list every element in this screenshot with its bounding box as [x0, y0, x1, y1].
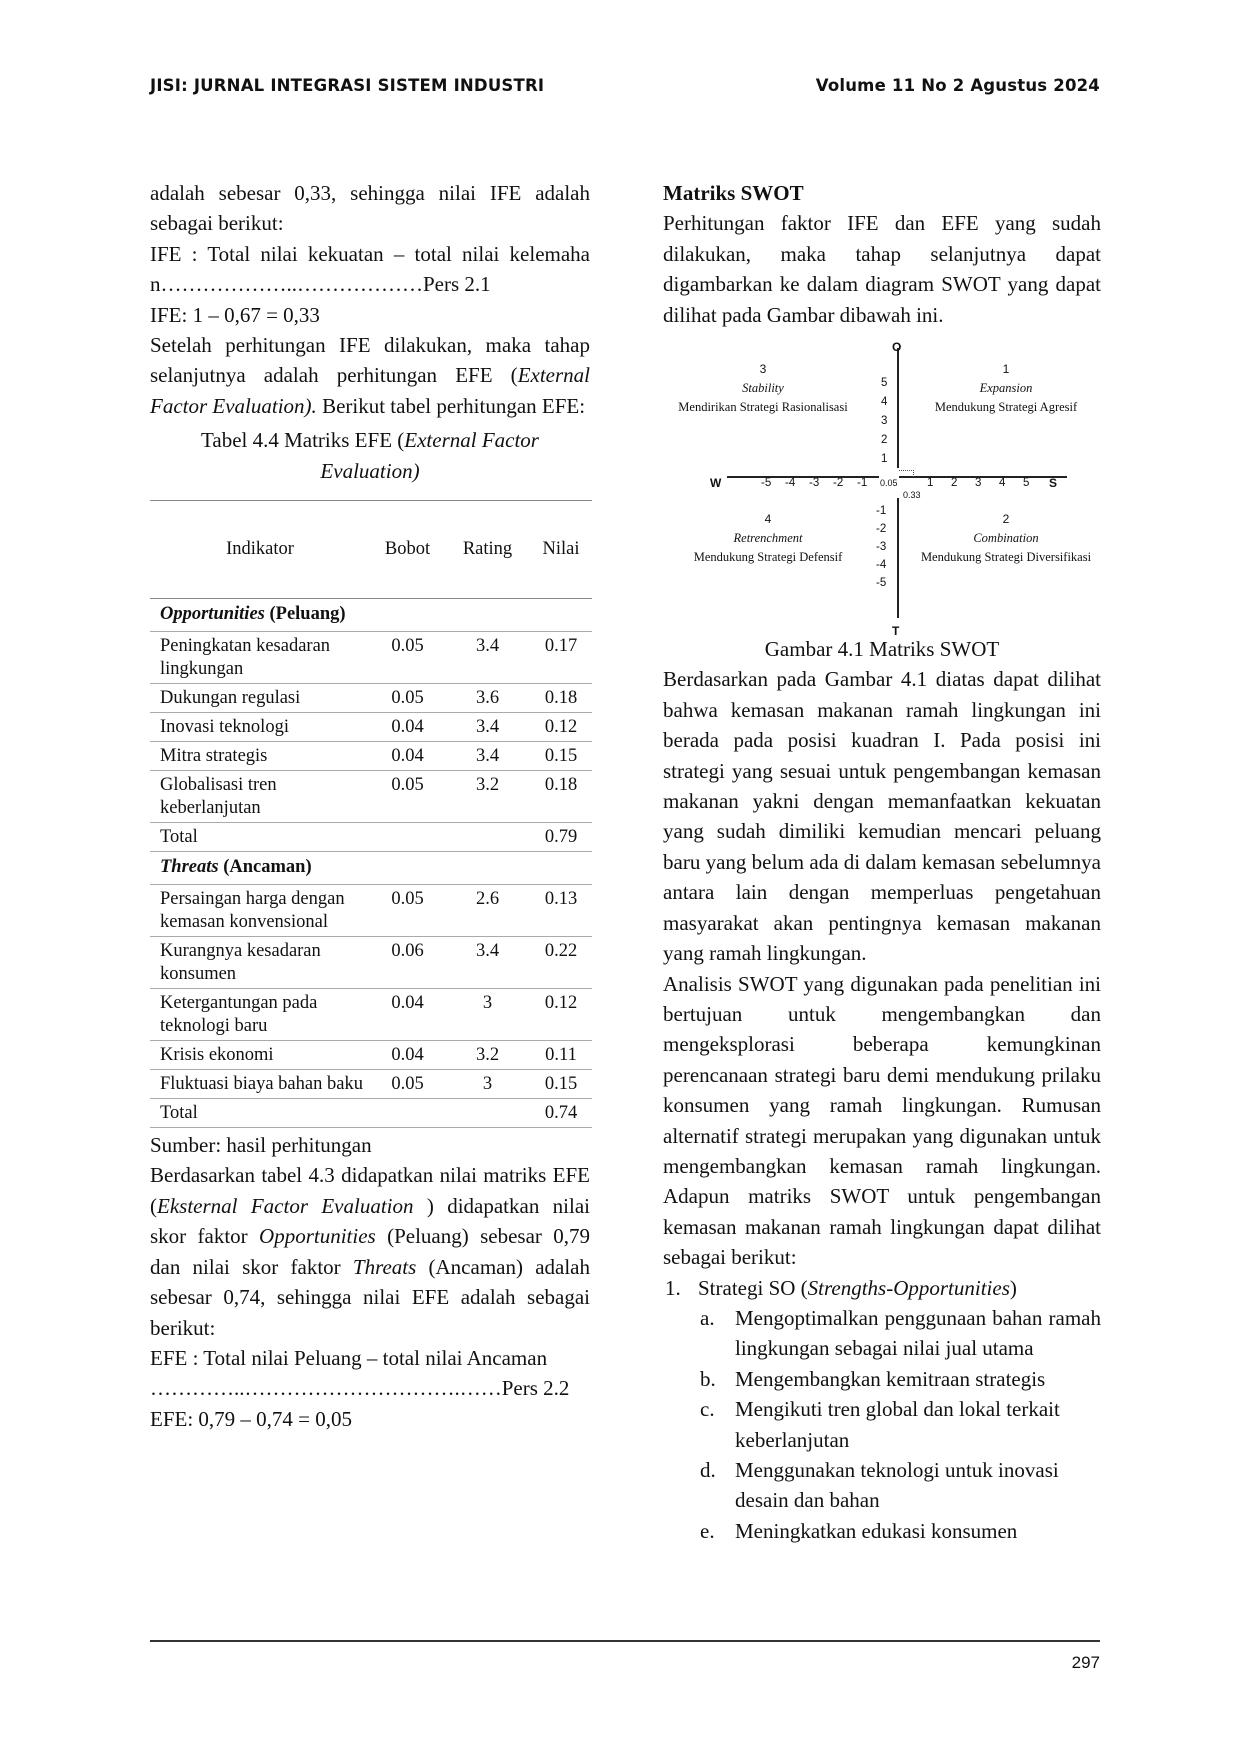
list-text: ) — [1009, 1275, 1017, 1300]
list-item — [663, 1364, 1101, 1394]
quadrant-number: 3 — [759, 362, 767, 377]
y-tick: 2 — [881, 434, 888, 447]
x-tick: -2 — [833, 477, 844, 490]
x-tick: -4 — [785, 477, 796, 490]
cell-indikator: Persaingan harga dengan kemasan konvensional — [150, 885, 370, 937]
cell-total-label: Total — [150, 1099, 370, 1128]
list-text-italic: Strengths-Opportunities — [807, 1275, 1010, 1300]
section-label-italic: Threats — [160, 857, 219, 878]
header-nilai: Nilai — [530, 501, 592, 599]
cell-bobot: 0.04 — [370, 1041, 445, 1070]
cell-nilai: 0.18 — [530, 771, 592, 823]
text-span: ) didapatkan nilai skor faktor — [150, 1193, 590, 1249]
paragraph-efe-result — [150, 1160, 590, 1342]
table-row — [150, 1070, 592, 1099]
cell-rating: 3.4 — [445, 937, 530, 989]
swot-matrix-figure — [663, 332, 1103, 639]
volume-info: Volume 11 No 2 Agustus 2024 — [815, 76, 1100, 95]
list-letter: b. — [700, 1366, 716, 1391]
header-rating: Rating — [445, 501, 530, 599]
text-span: (Peluang) sebesar 0,79 dan nilai skor faktor — [150, 1224, 590, 1279]
axis-label-t: T — [892, 624, 900, 639]
y-tick: 4 — [881, 396, 888, 409]
cell-bobot: 0.06 — [370, 937, 445, 989]
cell-nilai: 0.18 — [530, 684, 592, 713]
equation-efe-formula: EFE : Total nilai Peluang – total nilai Ancaman …………..………………………….……Pers 2.2 — [150, 1345, 570, 1401]
caption-text: Tabel 4.4 Matriks EFE ( — [201, 428, 405, 453]
cell-bobot: 0.04 — [370, 989, 445, 1041]
point-x-label: 0.33 — [903, 490, 921, 501]
x-tick: -5 — [761, 477, 772, 490]
list-letter: a. — [700, 1305, 715, 1330]
caption-italic: External Factor Evaluation) — [320, 428, 539, 483]
table-caption — [150, 425, 590, 486]
section-heading: Matriks SWOT — [663, 181, 804, 205]
table-total-row — [150, 823, 592, 852]
list-letter: e. — [700, 1518, 715, 1543]
cell-indikator: Ketergantungan pada teknologi baru — [150, 989, 370, 1041]
list-text: Menggunakan teknologi untuk inovasi desain dan bahan — [735, 1458, 1059, 1513]
table-row — [150, 937, 592, 989]
right-column — [663, 178, 1101, 1546]
list-number: 1. — [665, 1275, 681, 1300]
quadrant-2-label — [911, 510, 1101, 567]
list-letter: c. — [700, 1397, 715, 1422]
header-bobot: Bobot — [370, 501, 445, 599]
equation-efe-result: EFE: 0,79 – 0,74 = 0,05 — [150, 1406, 353, 1431]
x-tick: 4 — [999, 477, 1006, 490]
list-item — [663, 1516, 1101, 1546]
y-tick: 5 — [881, 377, 888, 390]
text-span: (Ancaman) adalah sebesar 0,74, sehingga nilai EFE adalah sebagai berikut: — [150, 1254, 591, 1340]
cell-indikator: Krisis ekonomi — [150, 1041, 370, 1070]
cell-rating: 3.4 — [445, 713, 530, 742]
paragraph-swot-analysis: Berdasarkan pada Gambar 4.1 diatas dapat dilihat bahwa kemasan makanan ramah lingkungan ini berada pada posisi kuadran I. Pada posisi ini strategi yang sesuai untuk pengembangan kemasan makanan yakni dengan memanfaatkan kekuatan yang sudah dimiliki kemudian mencari peluang baru yang belum ada di dalam kemasan sebelumnya antara lain dengan memperluas pengetahuan masyarakat akan pentingnya kemasan makanan yang ramah lingkungan. — [663, 667, 1101, 966]
section-label — [150, 852, 592, 885]
y-tick: -3 — [876, 541, 887, 554]
quadrant-strategy: Mendukung Strategi Agresif — [934, 400, 1078, 415]
text-span: Berikut tabel perhitungan EFE: — [316, 393, 586, 418]
list-item — [663, 1455, 1101, 1516]
cell-indikator: Mitra strategis — [150, 742, 370, 771]
cell-bobot: 0.05 — [370, 632, 445, 684]
cell-bobot: 0.05 — [370, 1070, 445, 1099]
x-tick: 1 — [927, 477, 934, 490]
table-total-row — [150, 1099, 592, 1128]
position-marker — [899, 470, 914, 477]
section-threats — [150, 852, 592, 885]
axis-label-s: S — [1049, 476, 1058, 491]
cell-nilai: 0.11 — [530, 1041, 592, 1070]
paragraph-swot-purpose: Analisis SWOT yang digunakan pada penelitian ini bertujuan untuk mengembangkan dan mengeksplorasi beberapa kemungkinan perencanaan strategi baru demi mendukung prilaku konsumen yang ramah lingkungan. Rumusan alternatif strategi merupakan yang digunakan untuk mengembangkan kemasan ramah lingkungan. Adapun matriks SWOT untuk pengembangan kemasan makanan ramah lingkungan dapat dilihat sebagai berikut: — [663, 971, 1101, 1270]
list-text: Strategi SO ( — [698, 1275, 808, 1300]
cell-rating: 3 — [445, 1070, 530, 1099]
cell-total-value: 0.79 — [530, 823, 592, 852]
x-tick: 2 — [951, 477, 958, 490]
list-item-strategy-so — [663, 1273, 1101, 1303]
quadrant-4-label — [673, 510, 863, 567]
cell-rating: 3.4 — [445, 632, 530, 684]
header-indikator: Indikator — [150, 501, 370, 599]
cell-nilai: 0.22 — [530, 937, 592, 989]
quadrant-number: 1 — [1002, 362, 1010, 377]
list-item — [663, 1303, 1101, 1364]
section-opportunities — [150, 599, 592, 632]
y-tick: -4 — [876, 559, 887, 572]
table-row — [150, 771, 592, 823]
y-tick: -1 — [876, 505, 887, 518]
footer-divider — [150, 1640, 1100, 1642]
text-italic: Threats — [352, 1254, 417, 1279]
quadrant-1-label — [911, 360, 1101, 417]
cell-rating: 3.2 — [445, 771, 530, 823]
table-row — [150, 632, 592, 684]
quadrant-name: Combination — [973, 531, 1039, 546]
quadrant-number: 4 — [764, 512, 772, 527]
quadrant-strategy: Mendukung Strategi Diversifikasi — [920, 550, 1092, 565]
axis-label-o: O — [892, 340, 902, 355]
cell-empty — [445, 1099, 530, 1128]
efe-table — [150, 500, 592, 1128]
cell-nilai: 0.15 — [530, 1070, 592, 1099]
paragraph-swot-intro: Perhitungan faktor IFE dan EFE yang sudah dilakukan, maka tahap selanjutnya dapat digambarkan ke dalam diagram SWOT yang dapat dilihat pada Gambar dibawah ini. — [663, 211, 1101, 327]
paragraph-efe-intro — [150, 330, 590, 421]
list-text: Mengembangkan kemitraan strategis — [735, 1366, 1046, 1391]
quadrant-strategy: Mendukung Strategi Defensif — [693, 550, 843, 565]
y-tick: -5 — [876, 577, 887, 590]
quadrant-name: Retrenchment — [733, 531, 803, 546]
cell-indikator: Kurangnya kesadaran konsumen — [150, 937, 370, 989]
cell-bobot: 0.04 — [370, 742, 445, 771]
y-tick: -2 — [876, 523, 887, 536]
cell-empty — [445, 823, 530, 852]
cell-bobot: 0.05 — [370, 684, 445, 713]
section-label-rest: (Ancaman) — [218, 857, 312, 878]
cell-rating: 3 — [445, 989, 530, 1041]
table-row — [150, 885, 592, 937]
section-label-italic: Opportunities — [160, 604, 265, 625]
cell-rating: 3.4 — [445, 742, 530, 771]
table-header-row — [150, 501, 592, 599]
cell-indikator: Fluktuasi biaya bahan baku — [150, 1070, 370, 1099]
journal-title: JISI: JURNAL INTEGRASI SISTEM INDUSTRI — [150, 76, 545, 95]
text-italic: Opportunities — [259, 1224, 376, 1249]
table-source: Sumber: hasil perhitungan — [150, 1133, 372, 1158]
table-row — [150, 684, 592, 713]
page-number: 297 — [1071, 1653, 1100, 1672]
cell-indikator: Peningkatan kesadaran lingkungan — [150, 632, 370, 684]
point-y-label: 0.05 — [879, 468, 899, 498]
table-row — [150, 713, 592, 742]
cell-bobot: 0.04 — [370, 713, 445, 742]
cell-nilai: 0.12 — [530, 989, 592, 1041]
text-italic: Eksternal Factor Evaluation — [157, 1193, 414, 1218]
equation-ife-result: IFE: 1 – 0,67 = 0,33 — [150, 302, 320, 327]
paragraph-ife-intro: adalah sebesar 0,33, sehingga nilai IFE adalah sebagai berikut: — [150, 181, 590, 236]
quadrant-name: Expansion — [979, 381, 1033, 396]
x-tick: 5 — [1023, 477, 1030, 490]
list-text: Meningkatkan edukasi konsumen — [735, 1518, 1018, 1543]
efe-term: External Factor Evaluation). — [150, 363, 590, 418]
x-tick: 3 — [975, 477, 982, 490]
text-span: Setelah perhitungan IFE dilakukan, maka tahap selanjutnya adalah perhitungan EFE ( — [150, 333, 590, 388]
text-span: Berdasarkan tabel 4.3 didapatkan nilai matriks EFE ( — [150, 1163, 590, 1218]
equation-ife-formula: IFE : Total nilai kekuatan – total nilai kelemahan………………..………………Pers 2.1 — [150, 241, 590, 297]
left-column — [150, 178, 590, 1434]
cell-bobot: 0.05 — [370, 771, 445, 823]
table-row — [150, 742, 592, 771]
x-tick: -1 — [857, 477, 868, 490]
table-row — [150, 1041, 592, 1070]
cell-bobot: 0.05 — [370, 885, 445, 937]
cell-nilai: 0.12 — [530, 713, 592, 742]
cell-nilai: 0.17 — [530, 632, 592, 684]
list-letter: d. — [700, 1458, 716, 1482]
cell-empty — [370, 1099, 445, 1128]
section-label-rest: (Peluang) — [264, 604, 346, 625]
x-tick: -3 — [809, 477, 820, 490]
running-header — [150, 76, 1100, 100]
cell-indikator: Inovasi teknologi — [150, 713, 370, 742]
quadrant-name: Stability — [742, 381, 784, 396]
section-label — [150, 599, 592, 632]
list-text: Mengoptimalkan penggunaan bahan ramah lingkungan sebagai nilai jual utama — [735, 1305, 1101, 1361]
cell-total-value: 0.74 — [530, 1099, 592, 1128]
cell-empty — [370, 823, 445, 852]
list-item — [663, 1394, 1101, 1455]
quadrant-3-label — [663, 360, 863, 417]
y-tick: 3 — [881, 415, 888, 428]
cell-rating: 3.2 — [445, 1041, 530, 1070]
cell-indikator: Globalisasi tren keberlanjutan — [150, 771, 370, 823]
cell-indikator: Dukungan regulasi — [150, 684, 370, 713]
cell-rating: 3.6 — [445, 684, 530, 713]
cell-nilai: 0.13 — [530, 885, 592, 937]
cell-total-label: Total — [150, 823, 370, 852]
cell-rating: 2.6 — [445, 885, 530, 937]
axis-label-w: W — [710, 476, 722, 491]
table-row — [150, 989, 592, 1041]
figure-caption: Gambar 4.1 Matriks SWOT — [764, 637, 1000, 662]
cell-nilai: 0.15 — [530, 742, 592, 771]
quadrant-strategy: Mendirikan Strategi Rasionalisasi — [678, 400, 848, 415]
list-text: Mengikuti tren global dan lokal terkait keberlanjutan — [735, 1397, 1060, 1452]
y-tick: 1 — [881, 453, 888, 466]
quadrant-number: 2 — [1002, 512, 1010, 527]
